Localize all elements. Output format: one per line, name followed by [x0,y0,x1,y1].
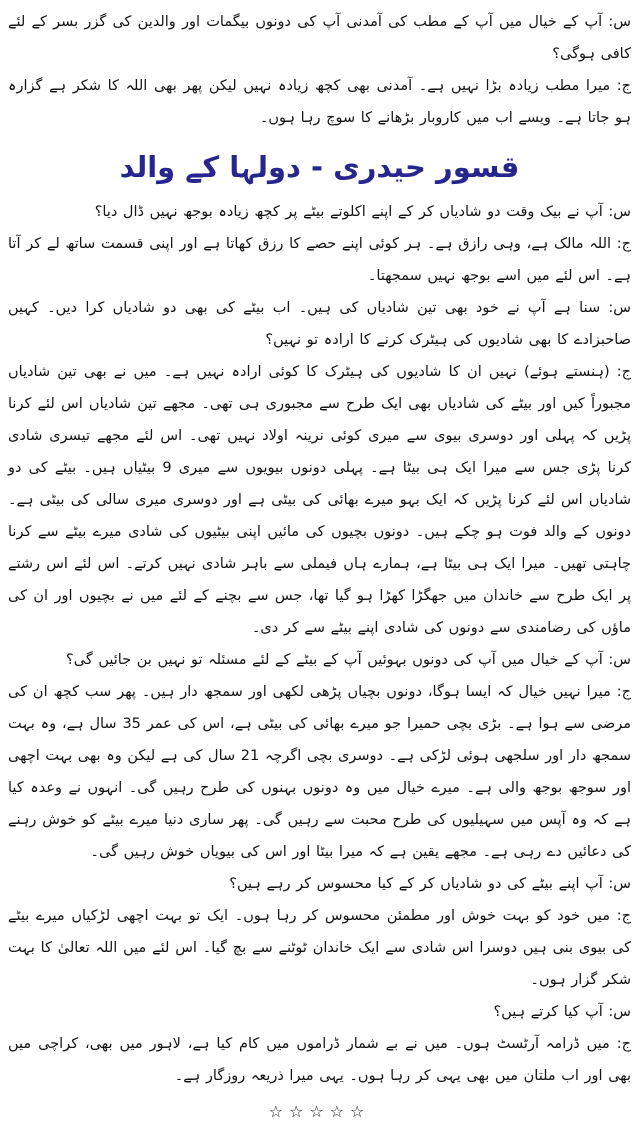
article-heading: قسور حیدری - دولہا کے والد [119,150,520,184]
question-paragraph: س: آپ کیا کرتے ہیں؟ [493,1004,631,1020]
answer-paragraph: ج: (ہنستے ہوئے) نہیں ان کا شادیوں کی ہیٹرک کا کوئی ارادہ نہیں ہے۔ میں نے بھی تین شادیاں مجبوراً کیں اور بیٹے کی شادیاں بھی ایک طرح سے مجبوری ہی تھی۔ مجھے تین شادیاں اس لئے کرنا پڑیں کہ پہلی اور دوسری بیوی سے میری کوئی نرینہ اولاد نہیں تھی۔ اس لئے مجھے تیسری شادی کرنا پڑی جس سے میرا ایک ہی بیٹا ہے۔ پہلی دونوں بیویوں سے میری 9 بیٹیاں ہیں۔ بیٹے کی دو شادیاں اس لئے کرنا پڑیں کہ ایک بہو میرے بھائی کی بیٹی ہے اور دوسری میری سالی کی بیٹی ہے۔ دونوں کے والد فوت ہو چکے ہیں۔ دونوں بچیوں کی مائیں اپنی بیٹیوں کی شادی میرے بیٹے سے کرنا چاہتی تھیں۔ میرا ایک ہی بیٹا ہے، ہمارے ہاں فیملی سے باہر شادی نہیں کرتے۔ اس لئے اس رشتے پر ایک طرح سے خاندان میں جھگڑا کھڑا ہو گیا تھا، جس سے بچنے کے لئے میں نے بچیوں اور ان کی ماؤں کی رضامندی سے دونوں کی شادی اپنے بیٹے سے کر دی۔ [8,364,631,636]
question-paragraph: س: آپ کے خیال میں آپ کی دونوں بہوئیں آپ کے بیٹے کے لئے مسئلہ تو نہیں بن جائیں گی؟ [66,652,631,668]
star-rating-divider: ☆☆☆☆☆ [268,1102,371,1121]
question-paragraph: س: سنا ہے آپ نے خود بھی تین شادیاں کی ہیں۔ اب بیٹے کی بھی دو شادیاں کرا دیں۔ کہیں صاحبزادے کا بھی شادیوں کی ہیٹرک کرنے کا ارادہ تو نہیں؟ [8,300,631,348]
question-paragraph: س: آپ نے بیک وقت دو شادیاں کر کے اپنے اکلوتے بیٹے پر کچھ زیادہ بوجھ نہیں ڈال دیا؟ [94,204,631,220]
answer-paragraph: ج: میں خود کو بہت خوش اور مطمئن محسوس کر رہا ہوں۔ ایک تو بہت اچھی لڑکیاں میرے بیٹے کی بیوی بنی ہیں دوسرا اس شادی سے ایک خاندان ٹوٹنے سے بچ گیا۔ اس لئے میں اللہ تعالیٰ کا بہت شکر گزار ہوں۔ [8,908,631,988]
answer-paragraph: ج: میرا مطب زیادہ بڑا نہیں ہے۔ آمدنی بھی کچھ زیادہ نہیں لیکن پھر بھی اللہ کا شکر ہے گزارہ ہو جاتا ہے۔ ویسے اب میں کاروبار بڑھانے کا سوچ رہا ہوں۔ [8,78,631,126]
question-paragraph: س: آپ کے خیال میں آپ کے مطب کی آمدنی آپ کی دونوں بیگمات اور والدین کی گزر بسر کے لئے کافی ہوگی؟ [8,14,631,62]
question-paragraph: س: آپ اپنے بیٹے کی دو شادیاں کر کے کیا محسوس کر رہے ہیں؟ [229,876,631,892]
answer-paragraph: ج: میں ڈرامہ آرٹسٹ ہوں۔ میں نے بے شمار ڈراموں میں کام کیا ہے، لاہور میں بھی، کراچی میں بھی اور اب ملتان میں بھی یہی کر رہا ہوں۔ یہی میرا ذریعہ روزگار ہے۔ [8,1036,631,1084]
answer-paragraph: ج: اللہ مالک ہے، وہی رازق ہے۔ ہر کوئی اپنے حصے کا رزق کھاتا ہے اور اپنی قسمت ساتھ لے کر آتا ہے۔ اس لئے میں اسے بوجھ نہیں سمجھتا۔ [8,236,631,284]
answer-paragraph: ج: میرا نہیں خیال کہ ایسا ہوگا، دونوں بچیاں پڑھی لکھی اور سمجھ دار ہیں۔ پھر سب کچھ ان کی مرضی سے ہوا ہے۔ بڑی بچی حمیرا جو میرے بھائی کی بیٹی ہے، اس کی عمر 35 سال ہے، وہ بہت سمجھ دار اور سلجھی ہوئی لڑکی ہے۔ دوسری بچی اگرچہ 21 سال کی ہے لیکن وہ بھی بہت اچھی اور سوجھ بوجھ والی ہے۔ میرے خیال میں وہ دونوں بہنوں کی طرح رہیں گی۔ انہوں نے وعدہ کیا ہے کہ وہ آپس میں سہیلیوں کی طرح محبت سے رہیں گی۔ پھر ساری دنیا میرے بیٹے کو خوش رہنے کی دعائیں دے رہی ہے۔ مجھے یقین ہے کہ میرا بیٹا اور اس کی بیویاں خوش رہیں گی۔ [8,684,631,860]
